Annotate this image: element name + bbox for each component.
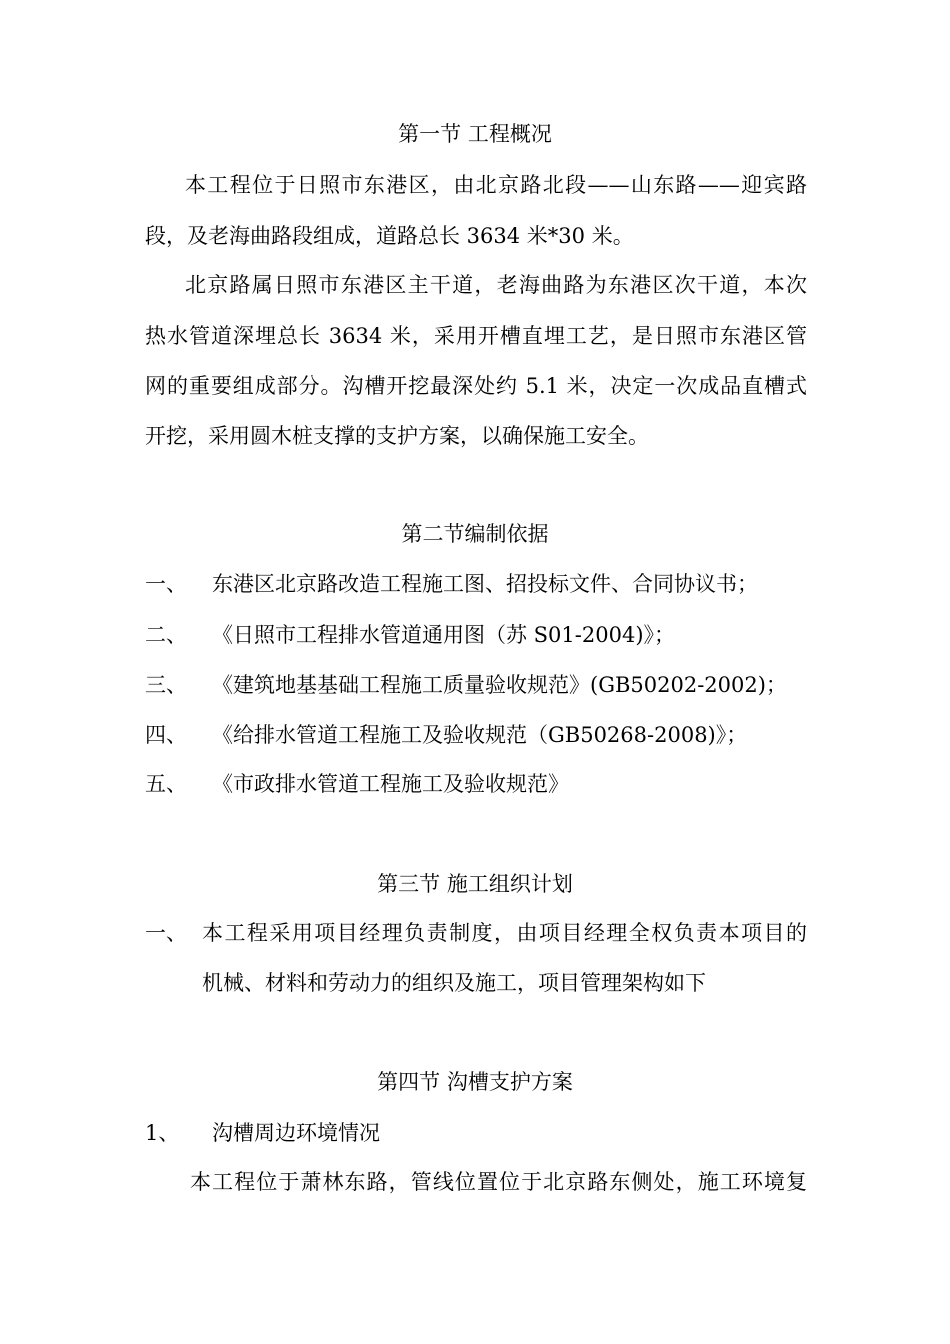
paragraph-line: 段，及老海曲路段组成，道路总长 3634 米*30 米。 [145,224,634,248]
paragraph-line: 本工程位于日照市东港区，由北京路北段——山东路——迎宾路 [185,173,807,197]
section-4-title: 第四节 沟槽支护方案 [377,1070,573,1094]
list-item-text: 《日照市工程排水管道通用图（苏 S01-2004)》； [212,623,676,647]
paragraph-line: 北京路属日照市东港区主干道，老海曲路为东港区次干道，本次 [185,273,807,297]
list-item-text: 本工程采用项目经理负责制度，由项目经理全权负责本项目的 [202,921,807,945]
list-item-number: 一、 [145,572,187,596]
list-item-number: 二、 [145,623,187,647]
section-1-title: 第一节 工程概况 [398,122,552,146]
list-item-continuation: 机械、材料和劳动力的组织及施工，项目管理架构如下 [202,971,706,995]
subsection-number: 1、 [145,1121,180,1145]
paragraph-line: 本工程位于萧林东路，管线位置位于北京路东侧处，施工环境复 [190,1170,807,1194]
paragraph-line: 热水管道深埋总长 3634 米，采用开槽直埋工艺，是日照市东港区管 [145,324,807,348]
list-item-number: 四、 [145,723,187,747]
section-2-title: 第二节编制依据 [401,522,549,546]
list-item-number: 五、 [145,772,187,796]
list-item-text: 《建筑地基基础工程施工质量验收规范》(GB50202-2002)； [212,673,787,697]
subsection-title: 沟槽周边环境情况 [212,1121,380,1145]
list-item-number: 三、 [145,673,187,697]
section-3-title: 第三节 施工组织计划 [377,872,573,896]
list-item-text: 《给排水管道工程施工及验收规范（GB50268-2008)》； [212,723,748,747]
list-item-text: 《市政排水管道工程施工及验收规范》 [212,772,569,796]
paragraph-line: 开挖，采用圆木桩支撑的支护方案，以确保施工安全。 [145,424,649,448]
list-item-number: 一、 [145,921,187,945]
paragraph-line: 网的重要组成部分。沟槽开挖最深处约 5.1 米，决定一次成品直槽式 [145,374,807,398]
list-item-text: 东港区北京路改造工程施工图、招投标文件、合同协议书； [212,572,758,596]
